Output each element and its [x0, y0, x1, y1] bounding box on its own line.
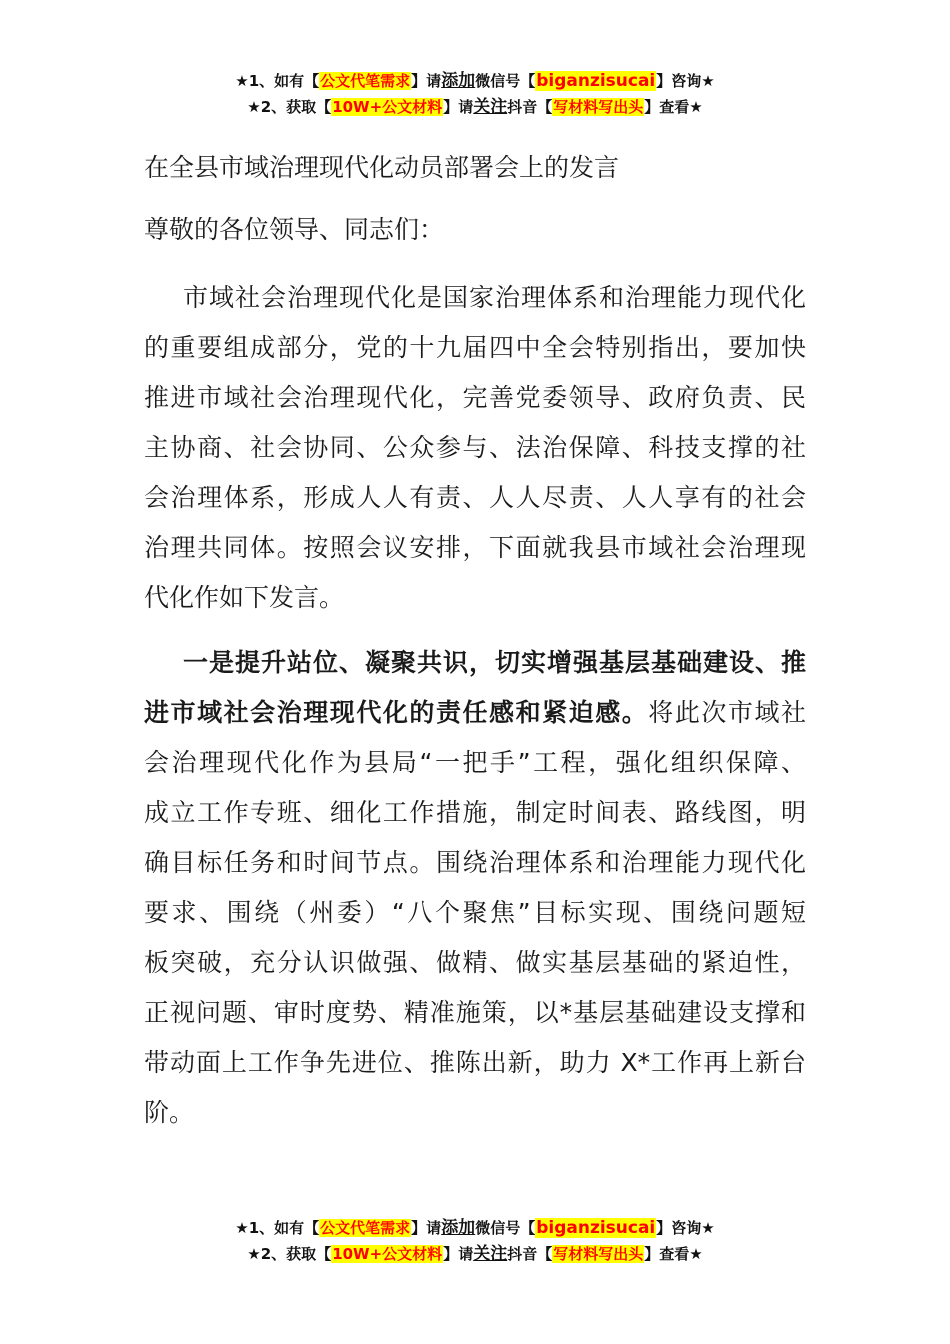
paragraph-intro: [144, 273, 806, 623]
banner-douyin-id: 写材料写出头: [553, 98, 644, 116]
salutation: 尊敬的各位领导、同志们：: [144, 215, 445, 244]
banner-text: 】请: [411, 72, 442, 90]
paragraph-line: 治理共同体。按照会议安排，下面就我县市域社会治理现: [144, 533, 806, 562]
paragraph-line: 正视问题、审时度势、精准施策，以*基层基础建设支撑和: [144, 998, 806, 1027]
banner-douyin-id: 写材料写出头: [553, 1245, 644, 1263]
footer-banner: [0, 1215, 950, 1267]
banner-line-2: [0, 1241, 950, 1267]
banner-text: 抖音【: [507, 1245, 553, 1263]
paragraph-line: 会治理体系，形成人人有责、人人尽责、人人享有的社会: [144, 483, 806, 512]
paragraph-line: 代化作如下发言。: [144, 583, 345, 612]
banner-text: 】咨询★: [656, 72, 715, 90]
banner-line-1: [0, 68, 950, 94]
banner-text: ★2、获取【: [247, 98, 332, 116]
banner-text: 】咨询★: [656, 1219, 715, 1237]
paragraph-line: [144, 688, 806, 738]
paragraph-line: 市域社会治理现代化是国家治理体系和治理能力现代化: [183, 283, 806, 312]
paragraph-line: 带动面上工作争先进位、推陈出新，助力 X*工作再上新台: [144, 1048, 806, 1077]
paragraph-line: 会治理现代化作为县局“一把手”工程，强化组织保障、: [144, 748, 806, 777]
banner-text: 抖音【: [507, 98, 553, 116]
header-banner: [0, 68, 950, 120]
banner-line-1: [0, 1215, 950, 1241]
paragraph-line: 确目标任务和时间节点。围绕治理体系和治理能力现代化: [144, 848, 806, 877]
banner-line-2: [0, 94, 950, 120]
banner-wechat-id: biganzisucai: [536, 71, 656, 91]
paragraph-heading-line: 一是提升站位、凝聚共识，切实增强基层基础建设、推: [183, 648, 806, 677]
banner-text: 】查看★: [644, 98, 703, 116]
paragraph-line: 主协商、社会协同、公众参与、法治保障、科技支撑的社: [144, 433, 806, 462]
paragraph-text: 将此次市域社: [648, 698, 806, 727]
banner-underline: 添加: [441, 1218, 476, 1238]
banner-text: 】查看★: [644, 1245, 703, 1263]
paragraph-line: 板突破，充分认识做强、做精、做实基层基础的紧迫性，: [144, 948, 806, 977]
banner-highlight: 10W+公文材料: [332, 1245, 443, 1263]
banner-text: ★2、获取【: [247, 1245, 332, 1263]
banner-underline: 添加: [441, 71, 476, 91]
paragraph-line: 要求、围绕（州委）“八个聚焦”目标实现、围绕问题短: [144, 898, 806, 927]
paragraph-line: 阶。: [144, 1098, 195, 1127]
banner-text: ★1、如有【: [235, 1219, 320, 1237]
document-title: 在全县市域治理现代化动员部署会上的发言: [144, 153, 620, 182]
banner-text: ★1、如有【: [235, 72, 320, 90]
banner-text: 】请: [443, 1245, 474, 1263]
banner-text: 微信号【: [475, 1219, 536, 1237]
banner-text: 】请: [411, 1219, 442, 1237]
banner-underline: 关注: [473, 1244, 508, 1264]
banner-wechat-id: biganzisucai: [536, 1218, 656, 1238]
paragraph-line: 的重要组成部分，党的十九届四中全会特别指出，要加快: [144, 333, 806, 362]
paragraph-line: 推进市域社会治理现代化，完善党委领导、政府负责、民: [144, 383, 806, 412]
banner-text: 微信号【: [475, 72, 536, 90]
paragraph-point-one: [144, 638, 806, 1138]
banner-highlight: 10W+公文材料: [332, 98, 443, 116]
paragraph-heading-end: 进市域社会治理现代化的责任感和紧迫感。: [144, 698, 649, 727]
banner-highlight: 公文代笔需求: [320, 1219, 411, 1237]
banner-underline: 关注: [473, 97, 508, 117]
paragraph-line: 成立工作专班、细化工作措施，制定时间表、路线图，明: [144, 798, 806, 827]
banner-text: 】请: [443, 98, 474, 116]
banner-highlight: 公文代笔需求: [320, 72, 411, 90]
